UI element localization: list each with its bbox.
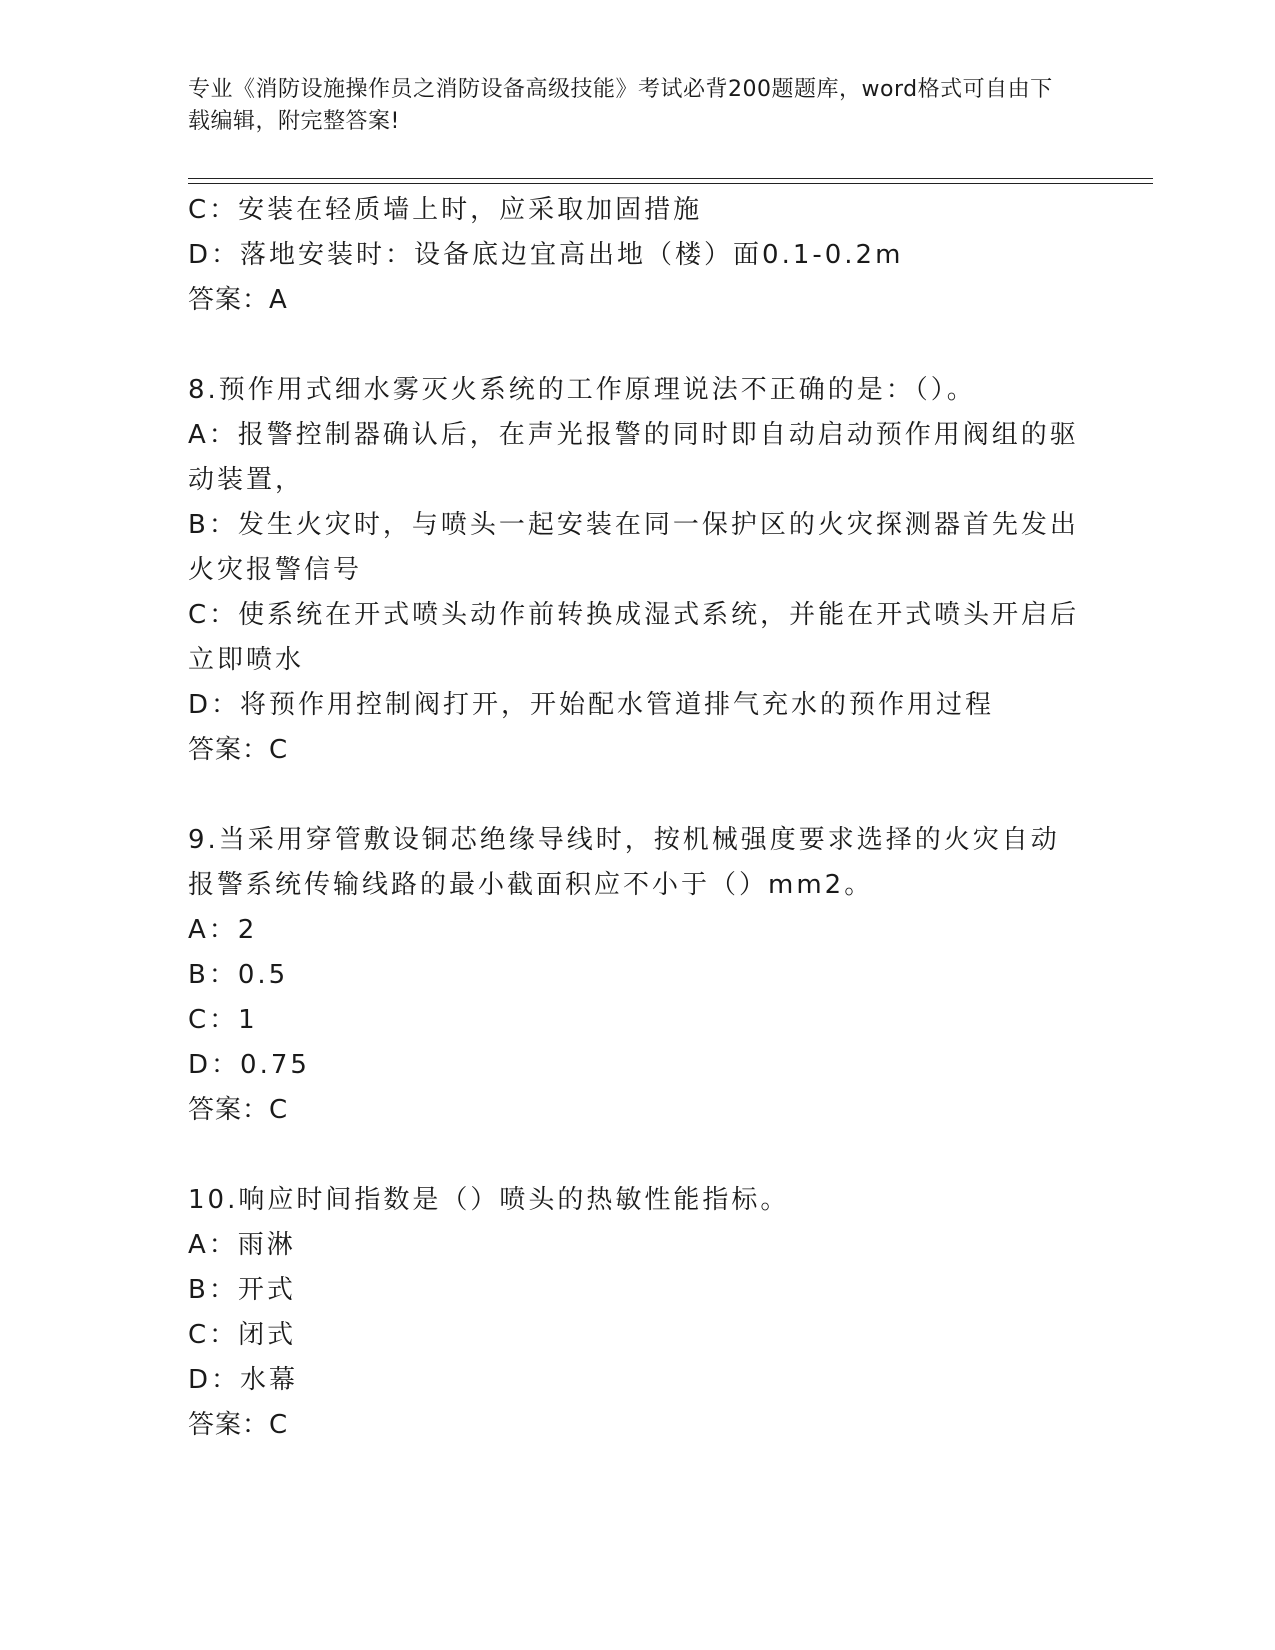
option-a: A：2 bbox=[188, 915, 258, 945]
option-c: C：1 bbox=[188, 1005, 258, 1035]
option-b: B：发生火灾时，与喷头一起安装在同一保护区的火灾探测器首先发出火灾报警信号 bbox=[188, 510, 1079, 585]
document-body bbox=[188, 188, 1088, 1448]
option-b: B：0.5 bbox=[188, 960, 289, 990]
option-b: B：开式 bbox=[188, 1275, 296, 1305]
question-stem: 8.预作用式细水雾灭火系统的工作原理说法不正确的是：（）。 bbox=[188, 375, 976, 405]
question-stem: 10.响应时间指数是（）喷头的热敏性能指标。 bbox=[188, 1185, 790, 1215]
option-c: C：闭式 bbox=[188, 1320, 297, 1350]
option-c: C：使系统在开式喷头动作前转换成湿式系统，并能在开式喷头开启后立即喷水 bbox=[188, 600, 1080, 675]
option-a: A：雨淋 bbox=[188, 1230, 296, 1260]
answer-line: 答案：C bbox=[188, 1410, 289, 1440]
continued-question bbox=[188, 188, 1088, 323]
answer-line: 答案：C bbox=[188, 1095, 289, 1125]
question-9 bbox=[188, 818, 1088, 1133]
option-c: C：安装在轻质墙上时，应采取加固措施 bbox=[188, 195, 703, 225]
answer-line: 答案：C bbox=[188, 735, 289, 765]
question-stem: 9.当采用穿管敷设铜芯绝缘导线时，按机械强度要求选择的火灾自动报警系统传输线路的最小截面积应不小于（）mm2。 bbox=[188, 825, 1060, 900]
header-rule-top bbox=[188, 178, 1153, 179]
option-a: A：报警控制器确认后，在声光报警的同时即自动启动预作用阀组的驱动装置， bbox=[188, 420, 1079, 495]
answer-line: 答案：A bbox=[188, 285, 288, 315]
question-10 bbox=[188, 1178, 1088, 1448]
option-d: D：0.75 bbox=[188, 1050, 310, 1080]
option-d: D：将预作用控制阀打开，开始配水管道排气充水的预作用过程 bbox=[188, 690, 995, 720]
option-d: D：落地安装时：设备底边宜高出地（楼）面0.1-0.2m bbox=[188, 240, 904, 270]
page-header: 专业《消防设施操作员之消防设备高级技能》考试必背200题题库，word格式可自由下载编辑，附完整答案! bbox=[188, 77, 1053, 134]
option-d: D：水幕 bbox=[188, 1365, 299, 1395]
header-rule-bottom bbox=[188, 183, 1153, 184]
question-8 bbox=[188, 368, 1088, 773]
